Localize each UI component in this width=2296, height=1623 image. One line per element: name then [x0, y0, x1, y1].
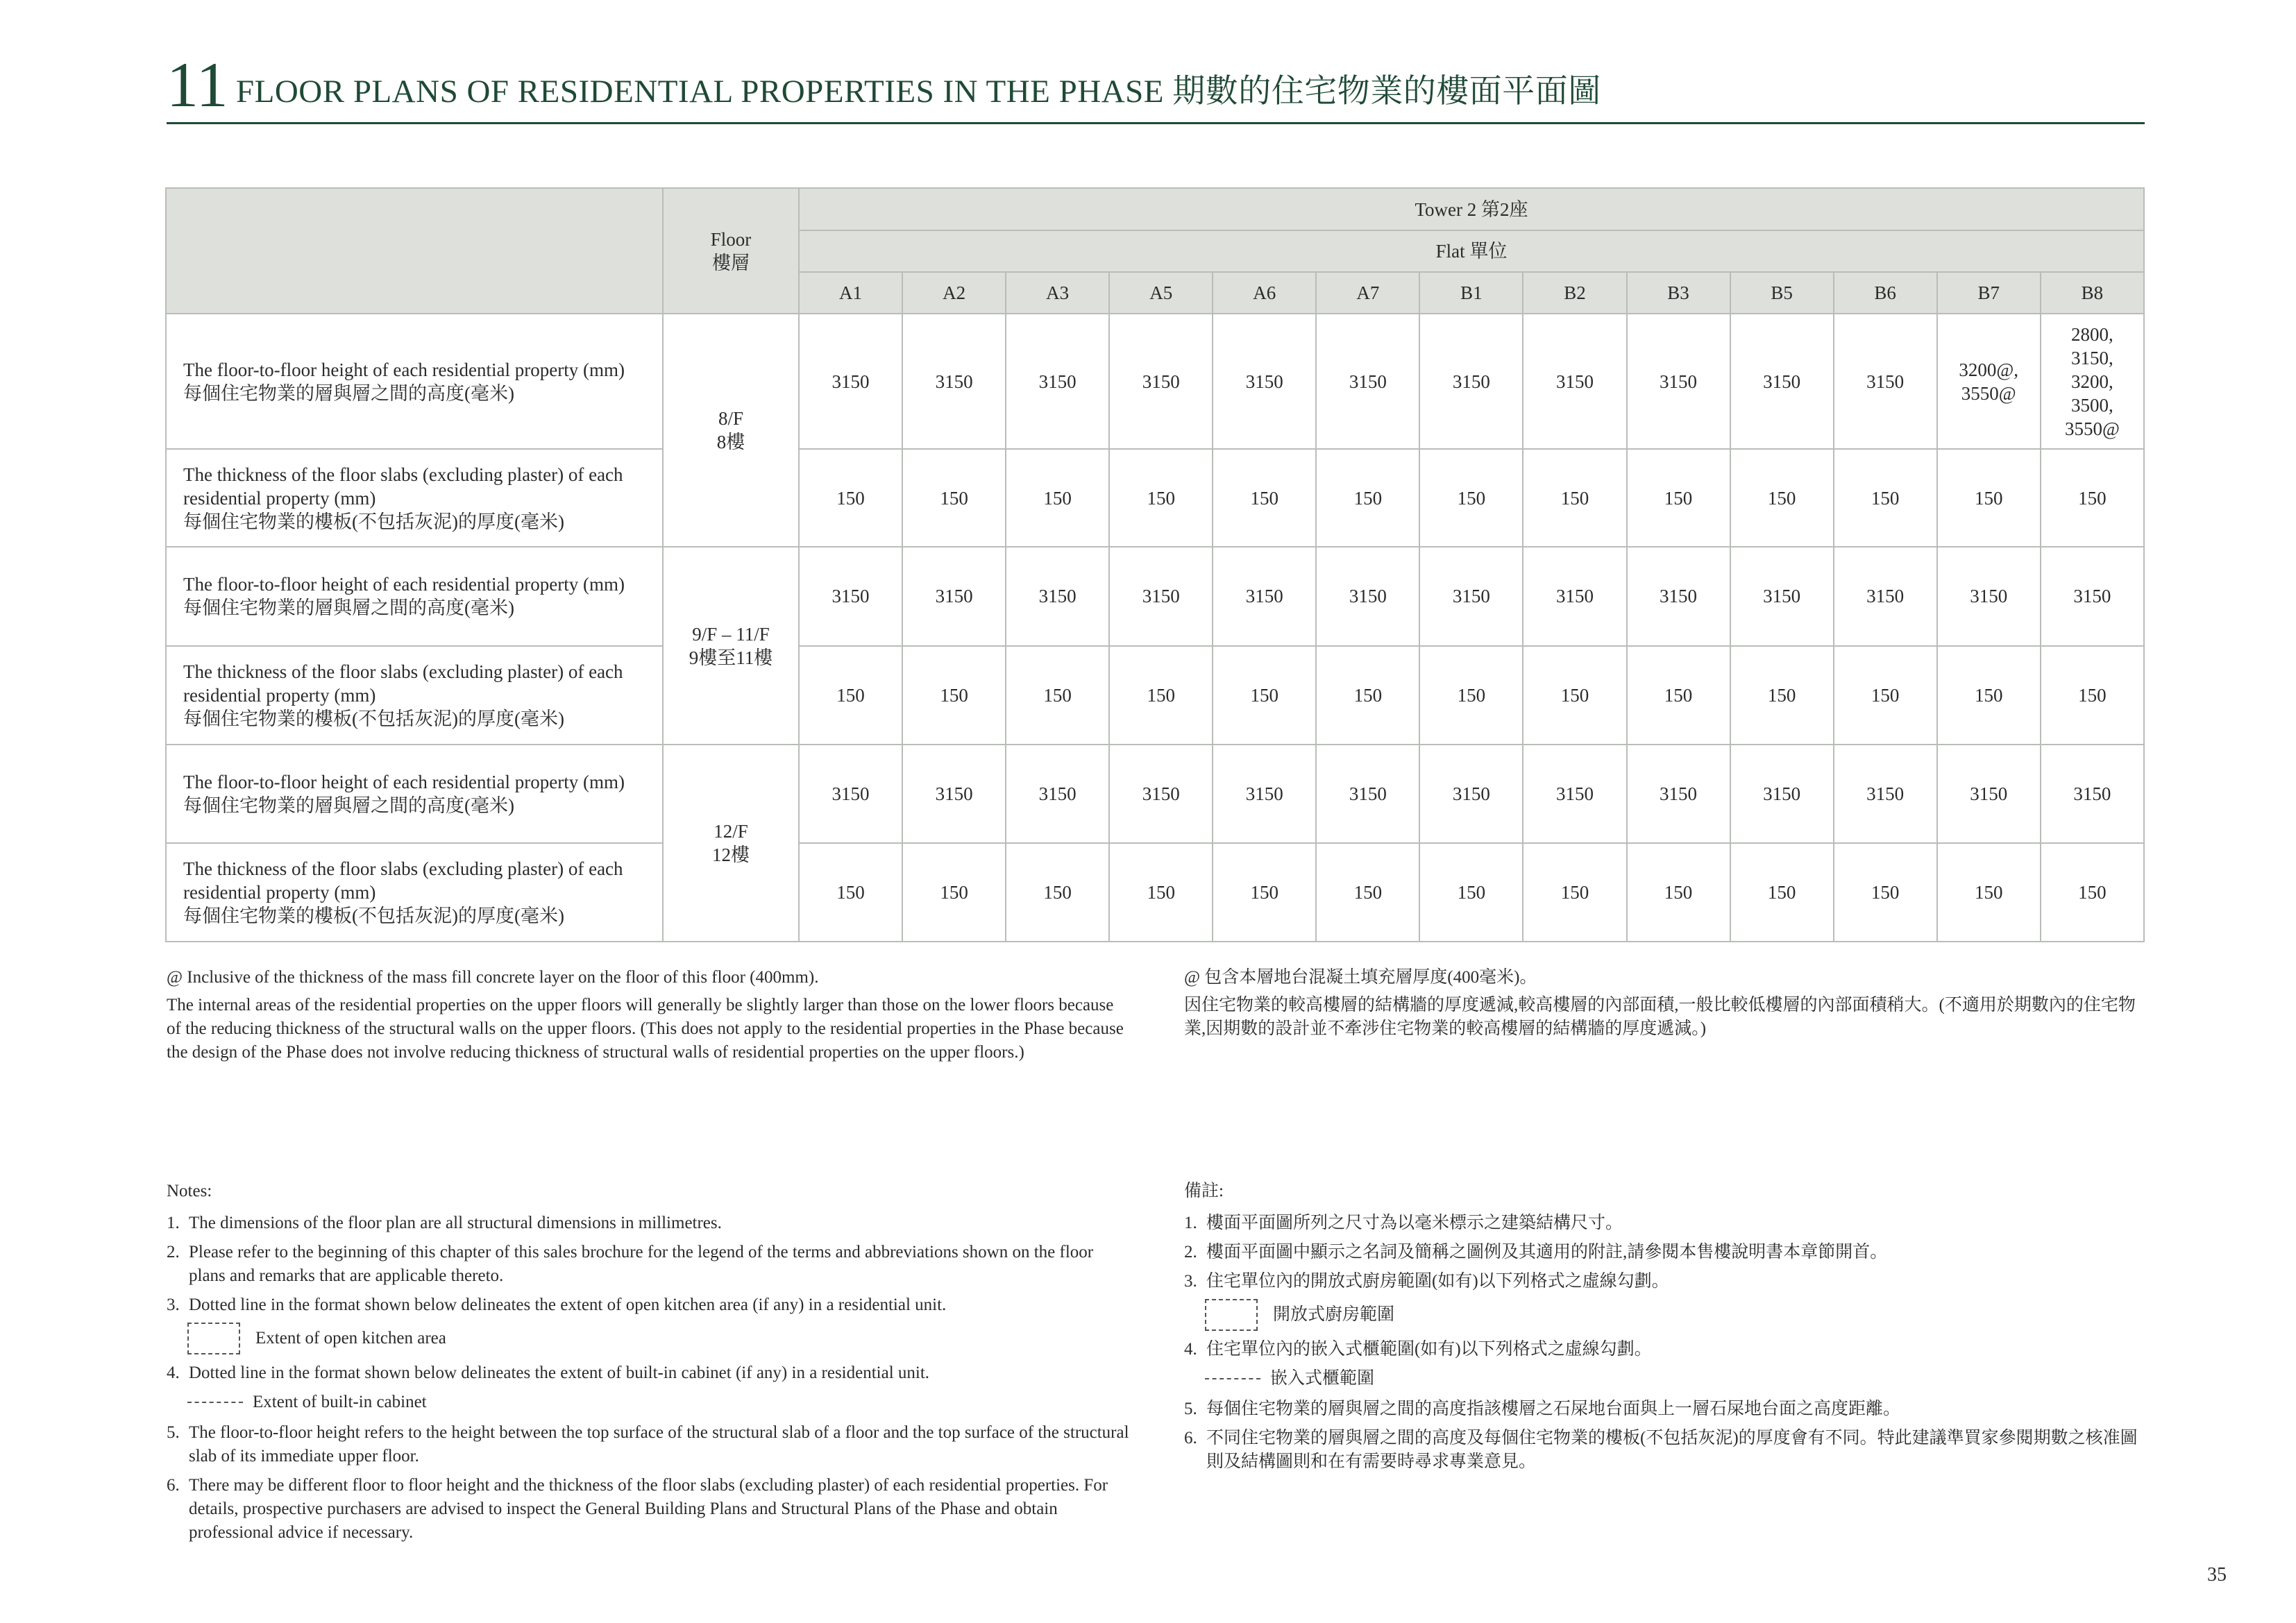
slab-value: 150 — [2041, 646, 2144, 745]
height-value: 3200@, 3550@ — [1937, 314, 2041, 449]
flat-code-header: A2 — [902, 272, 1006, 314]
height-value: 3150 — [1937, 547, 2041, 645]
height-value: 3150 — [1213, 745, 1316, 843]
slab-value: 150 — [1419, 646, 1523, 745]
slab-value: 150 — [2041, 449, 2144, 547]
height-value: 3150 — [902, 745, 1006, 843]
slab-value: 150 — [1523, 449, 1626, 547]
flat-code-header: B1 — [1419, 272, 1523, 314]
slab-value: 150 — [1834, 843, 1937, 942]
slab-value: 150 — [1419, 843, 1523, 942]
footnote-at-en: @ Inclusive of the thickness of the mass fill concrete layer on the floor of this floor (400mm). — [167, 968, 819, 987]
slab-value: 150 — [902, 449, 1006, 547]
chapter-title: FLOOR PLANS OF RESIDENTIAL PROPERTIES IN THE PHASE 期數的住宅物業的樓面平面圖 — [236, 74, 1601, 110]
tower-header-row — [166, 188, 2144, 230]
height-value: 3150 — [799, 547, 902, 645]
height-value: 3150 — [902, 314, 1006, 449]
slab-value: 150 — [1730, 449, 1834, 547]
height-value: 3150 — [1213, 547, 1316, 645]
slab-value: 150 — [902, 843, 1006, 942]
height-value: 3150 — [1109, 314, 1213, 449]
blank-corner-cell — [166, 188, 663, 314]
legend-open-kitchen-en: Extent of open kitchen area — [187, 1323, 1131, 1354]
row-label-height: The floor-to-floor height of each residential property (mm) 每個住宅物業的層與層之間的高度(毫米) — [166, 314, 663, 449]
height-value: 3150 — [1419, 745, 1523, 843]
height-value: 3150 — [1730, 547, 1834, 645]
notes-title-zh: 備註: — [1184, 1182, 1224, 1200]
slab-value: 150 — [1834, 646, 1937, 745]
slab-value: 150 — [1006, 646, 1109, 745]
legend-open-kitchen-zh: 開放式廚房範圍 — [1205, 1299, 2149, 1331]
slab-value: 150 — [1316, 843, 1419, 942]
dashed-line-icon — [187, 1402, 243, 1403]
tower-header: Tower 2 第2座 — [799, 188, 2144, 230]
slab-value: 150 — [1213, 646, 1316, 745]
note-en-3: 3. Dotted line in the format shown below delineates the extent of open kitchen area (if any) in a residential unit. — [167, 1295, 947, 1314]
slab-value: 150 — [2041, 843, 2144, 942]
note-zh-1: 1. 樓面平面圖所列之尺寸為以毫米標示之建築結構尺寸。 — [1184, 1214, 1623, 1232]
note-zh-4: 4. 住宅單位內的嵌入式櫃範圍(如有)以下列格式之虛線勾劃。 — [1184, 1340, 1652, 1359]
floor-cell: 9/F – 11/F 9樓至11樓 — [663, 547, 799, 744]
chapter-number: 11 — [167, 49, 228, 120]
note-en-6: 6. There may be different floor to floor height and the thickness of the floor slabs (excluding plaster) of each residential properties. For details, prospective purchasers are advised to inspect the General Building Plans and Structural Plans of the Phase and obtain professional advice if necessary. — [167, 1476, 1108, 1542]
height-value: 3150 — [1834, 547, 1937, 645]
height-value: 3150 — [1627, 547, 1730, 645]
floor-cell: 12/F 12樓 — [663, 745, 799, 942]
row-label-slab: The thickness of the floor slabs (excluding plaster) of each residential property (mm) 每個住宅物業的樓板(不包括灰泥)的厚度(毫米) — [166, 646, 663, 745]
dashed-box-icon — [187, 1323, 240, 1354]
height-value: 3150 — [1316, 314, 1419, 449]
note-en-5: 5. The floor-to-floor height refers to the height between the top surface of the structural slab of a floor and the top surface of the structural slab of its immediate upper floor. — [167, 1423, 1129, 1465]
flat-code-header: A5 — [1109, 272, 1213, 314]
slab-row — [166, 646, 2144, 745]
footnote-internal-zh: 因住宅物業的較高樓層的結構牆的厚度遞減,較高樓層的內部面積,一般比較低樓層的內部面積稍大。(不適用於期數內的住宅物業,因期數的設計並不牽涉住宅物業的較高樓層的結構牆的厚度遞減。) — [1184, 996, 2136, 1038]
footnote-at-zh: @ 包含本層地台混凝土填充層厚度(400毫米)。 — [1184, 968, 1537, 987]
row-label-slab: The thickness of the floor slabs (excluding plaster) of each residential property (mm) 每個住宅物業的樓板(不包括灰泥)的厚度(毫米) — [166, 843, 663, 942]
floor-header: Floor 樓層 — [663, 188, 799, 314]
flat-code-header: B3 — [1627, 272, 1730, 314]
slab-value: 150 — [1109, 646, 1213, 745]
slab-value: 150 — [799, 646, 902, 745]
notes-zh — [1184, 1180, 2149, 1479]
slab-value: 150 — [1213, 449, 1316, 547]
height-value: 3150 — [1937, 745, 2041, 843]
slab-value: 150 — [902, 646, 1006, 745]
slab-value: 150 — [799, 843, 902, 942]
page-header — [167, 50, 2145, 124]
height-value: 3150 — [1419, 547, 1523, 645]
height-value: 3150 — [1109, 547, 1213, 645]
height-value: 3150 — [1523, 547, 1626, 645]
floor-height-table — [165, 187, 2145, 942]
slab-value: 150 — [1937, 843, 2041, 942]
flat-code-header: A3 — [1006, 272, 1109, 314]
row-label-slab: The thickness of the floor slabs (excluding plaster) of each residential property (mm) 每個住宅物業的樓板(不包括灰泥)的厚度(毫米) — [166, 449, 663, 547]
flat-code-header: B7 — [1937, 272, 2041, 314]
slab-row — [166, 843, 2144, 942]
height-value: 3150 — [1523, 314, 1626, 449]
height-value: 3150 — [799, 314, 902, 449]
height-value: 3150 — [1006, 547, 1109, 645]
height-value: 3150 — [1523, 745, 1626, 843]
slab-value: 150 — [1006, 449, 1109, 547]
height-value: 3150 — [1006, 314, 1109, 449]
row-label-height: The floor-to-floor height of each residential property (mm) 每個住宅物業的層與層之間的高度(毫米) — [166, 547, 663, 645]
slab-value: 150 — [1316, 646, 1419, 745]
note-en-4: 4. Dotted line in the format shown below delineates the extent of built-in cabinet (if any) in a residential unit. — [167, 1363, 930, 1382]
slab-value: 150 — [1109, 449, 1213, 547]
height-value: 3150 — [1627, 745, 1730, 843]
flat-header: Flat 單位 — [799, 230, 2144, 272]
height-row — [166, 745, 2144, 843]
row-label-height: The floor-to-floor height of each residential property (mm) 每個住宅物業的層與層之間的高度(毫米) — [166, 745, 663, 843]
footnotes-en — [167, 966, 1131, 1069]
slab-value: 150 — [1109, 843, 1213, 942]
slab-value: 150 — [1730, 843, 1834, 942]
notes-en — [167, 1180, 1131, 1550]
note-zh-3: 3. 住宅單位內的開放式廚房範圍(如有)以下列格式之虛線勾劃。 — [1184, 1272, 1669, 1291]
flat-code-header: B8 — [2041, 272, 2144, 314]
flat-code-header: A1 — [799, 272, 902, 314]
legend-built-in-cabinet-en: Extent of built-in cabinet — [187, 1391, 1131, 1414]
slab-value: 150 — [1627, 843, 1730, 942]
height-value: 3150 — [2041, 745, 2144, 843]
flat-code-header: A7 — [1316, 272, 1419, 314]
note-en-2: 2. Please refer to the beginning of this chapter of this sales brochure for the legend of the terms and abbreviations shown on the floor plans and remarks that are applicable thereto. — [167, 1243, 1094, 1285]
dashed-line-icon — [1205, 1378, 1260, 1379]
note-zh-5: 5. 每個住宅物業的層與層之間的高度指該樓層之石屎地台面與上一層石屎地台面之高度距離。 — [1184, 1400, 1901, 1418]
height-value: 3150 — [1213, 314, 1316, 449]
height-value: 3150 — [1834, 314, 1937, 449]
slab-value: 150 — [1523, 843, 1626, 942]
slab-value: 150 — [799, 449, 902, 547]
footnote-internal-en: The internal areas of the residential properties on the upper floors will generally be slightly larger than those on the lower floors because of the reducing thickness of the structural walls on the upper floors. (This does not apply to the residential properties in the Phase because the design of the Phase does not involve reducing thickness of structural walls of residential properties on the upper floors.) — [167, 996, 1124, 1062]
height-value: 3150 — [1109, 745, 1213, 843]
height-value: 3150 — [1730, 745, 1834, 843]
slab-value: 150 — [1627, 646, 1730, 745]
flat-code-header: B2 — [1523, 272, 1626, 314]
height-value: 3150 — [902, 547, 1006, 645]
height-value: 3150 — [1834, 745, 1937, 843]
flat-code-header: A6 — [1213, 272, 1316, 314]
slab-value: 150 — [1523, 646, 1626, 745]
flat-code-header: B6 — [1834, 272, 1937, 314]
footnotes-zh — [1184, 966, 2149, 1045]
slab-value: 150 — [1006, 843, 1109, 942]
height-value: 3150 — [2041, 547, 2144, 645]
slab-value: 150 — [1419, 449, 1523, 547]
height-value: 3150 — [1006, 745, 1109, 843]
height-value: 3150 — [1730, 314, 1834, 449]
height-value: 3150 — [1316, 745, 1419, 843]
slab-value: 150 — [1834, 449, 1937, 547]
slab-value: 150 — [1937, 646, 2041, 745]
note-zh-6: 6. 不同住宅物業的層與層之間的高度及每個住宅物業的樓板(不包括灰泥)的厚度會有不同。特此建議準買家參閱期數之核准圖則及結構圖則和在有需要時尋求專業意見。 — [1184, 1429, 2138, 1471]
height-value: 2800, 3150, 3200, 3500, 3550@ — [2041, 314, 2144, 449]
page-number: 35 — [2207, 1564, 2227, 1586]
floor-cell: 8/F 8樓 — [663, 314, 799, 547]
flat-code-header: B5 — [1730, 272, 1834, 314]
notes-title-en: Notes: — [167, 1182, 212, 1200]
note-zh-2: 2. 樓面平面圖中顯示之名詞及簡稱之圖例及其適用的附註,請參閱本售樓說明書本章節開首。 — [1184, 1243, 1888, 1261]
slab-value: 150 — [1730, 646, 1834, 745]
height-value: 3150 — [1316, 547, 1419, 645]
height-value: 3150 — [1419, 314, 1523, 449]
slab-value: 150 — [1213, 843, 1316, 942]
height-row — [166, 314, 2144, 449]
slab-value: 150 — [1627, 449, 1730, 547]
height-value: 3150 — [799, 745, 902, 843]
height-value: 3150 — [1627, 314, 1730, 449]
legend-built-in-cabinet-zh: 嵌入式櫃範圍 — [1205, 1367, 2149, 1391]
height-row — [166, 547, 2144, 645]
slab-value: 150 — [1316, 449, 1419, 547]
slab-value: 150 — [1937, 449, 2041, 547]
slab-row — [166, 449, 2144, 547]
dashed-box-icon — [1205, 1299, 1258, 1331]
note-en-1: 1. The dimensions of the floor plan are all structural dimensions in millimetres. — [167, 1214, 722, 1232]
